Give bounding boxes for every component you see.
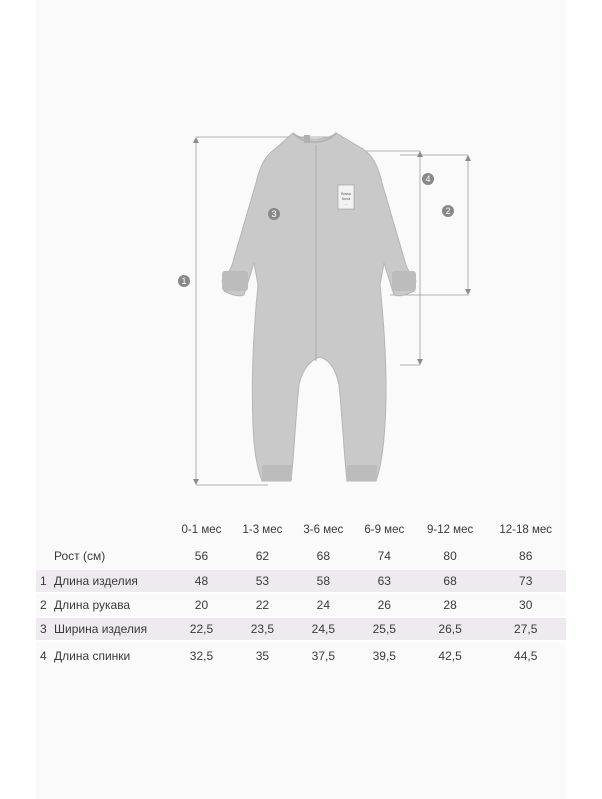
table-cell: 24,5 — [293, 617, 354, 641]
table-cell: 32,5 — [189, 648, 214, 663]
row-label: 1 Длина изделия — [36, 570, 171, 593]
table-cell: 80 — [443, 549, 457, 563]
size-header-row — [36, 518, 566, 542]
right-leg-cuff — [347, 465, 377, 481]
svg-text:3: 3 — [271, 209, 277, 219]
table-cell: 68 — [316, 549, 331, 563]
table-cell: 63 — [354, 570, 415, 593]
right-cuff — [392, 271, 416, 291]
table-row — [36, 641, 566, 669]
marker-4 — [422, 173, 434, 185]
table-cell: 39,5 — [372, 648, 396, 663]
table-row — [36, 570, 566, 593]
table-cell: 56 — [194, 549, 209, 563]
size-column-header: 1-3 мес — [242, 524, 283, 536]
romper-shape — [222, 133, 416, 481]
table-cell: 22,5 — [171, 617, 232, 641]
garment-illustration — [150, 125, 480, 495]
table-cell: 30 — [485, 593, 566, 617]
size-column-header: 12-18 мес — [499, 524, 553, 536]
table-row — [36, 593, 566, 617]
table-cell: 53 — [232, 570, 293, 593]
table-cell: 25,5 — [354, 617, 415, 641]
table-cell: 26,5 — [415, 617, 486, 641]
table-cell: 86 — [519, 549, 533, 563]
table-cell: 28 — [415, 593, 486, 617]
table-cell: 37,5 — [311, 648, 336, 663]
marker-1 — [178, 275, 190, 287]
size-table — [36, 518, 566, 669]
neck-label — [304, 135, 310, 143]
table-row — [36, 542, 566, 570]
table-cell: 20 — [171, 593, 232, 617]
table-cell: 48 — [171, 570, 232, 593]
table-cell: 22 — [232, 593, 293, 617]
table-cell: 42,5 — [438, 648, 462, 663]
tag-text-1: Bossa — [341, 192, 351, 196]
table-cell: 27,5 — [485, 617, 566, 641]
svg-text:1: 1 — [181, 276, 187, 286]
row-label: 4 Длина спинки — [40, 648, 131, 663]
table-cell: 68 — [415, 570, 486, 593]
garment-tag — [338, 185, 354, 209]
table-cell: 73 — [485, 570, 566, 593]
row-label: 2 Длина рукава — [36, 593, 171, 617]
size-column-header: 0-1 мес — [181, 524, 222, 536]
row-label: Рост (см) — [54, 549, 106, 563]
table-cell: 26 — [354, 593, 415, 617]
table-cell: 23,5 — [232, 617, 293, 641]
size-column-header: 6-9 мес — [364, 524, 405, 536]
svg-text:4: 4 — [425, 174, 431, 184]
left-leg-cuff — [262, 465, 292, 481]
table-cell: 62 — [255, 549, 270, 563]
header-empty — [36, 518, 171, 542]
left-cuff — [222, 271, 248, 291]
tag-text-2: Nova — [341, 197, 351, 201]
marker-3 — [268, 208, 280, 220]
table-cell: 44,5 — [514, 648, 538, 663]
row-label: 3 Ширина изделия — [36, 617, 171, 641]
size-column-header: 3-6 мес — [303, 524, 344, 536]
tag-text-3: ... — [344, 202, 348, 206]
table-cell: 74 — [377, 549, 391, 563]
table-row — [36, 617, 566, 641]
size-column-header: 9-12 мес — [426, 524, 474, 536]
table-cell: 35 — [255, 648, 270, 663]
svg-text:2: 2 — [445, 206, 451, 216]
marker-2 — [442, 205, 454, 217]
table-cell: 24 — [293, 593, 354, 617]
table-cell: 58 — [293, 570, 354, 593]
